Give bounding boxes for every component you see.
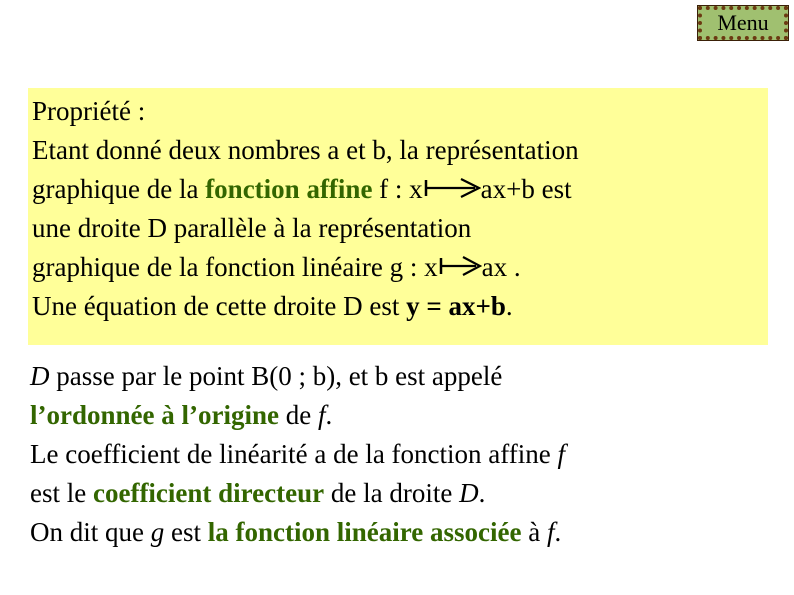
- explanation-line-1: [30, 357, 565, 396]
- explanation-line-5: [30, 513, 565, 552]
- equation-formula: y = ax+b: [406, 291, 506, 321]
- property-line-3-text-c: f : x: [372, 174, 423, 204]
- menu-button-label: Menu: [717, 10, 769, 35]
- explanation-line-4-text-a: est le: [30, 478, 93, 508]
- keyword-ordonnee-origine: l’ordonnée à l’origine: [30, 400, 279, 430]
- function-f-name: f: [317, 400, 326, 430]
- property-line-3: [32, 170, 768, 209]
- keyword-fonction-affine: fonction affine: [205, 174, 373, 204]
- property-line-6: [32, 287, 768, 326]
- keyword-coefficient-directeur: coefficient directeur: [92, 478, 325, 508]
- property-line-3-text-d: ax+b est: [480, 174, 572, 204]
- explanation-line-3-text: Le coefficient de linéarité a de la fonction affine: [30, 439, 558, 469]
- explanation-line-3: [30, 435, 565, 474]
- explanation-line-5-text-e: à: [521, 517, 547, 547]
- property-line-5-text-a: graphique de la fonction linéaire g : x: [32, 252, 438, 282]
- explanation-line-5-period: .: [554, 517, 562, 547]
- maps-to-arrow-icon: [423, 176, 481, 200]
- line-d-name: D: [30, 361, 50, 391]
- function-g-name: g: [150, 517, 165, 547]
- explanation-line-5-text-a: On dit que: [30, 517, 151, 547]
- line-d-name: D: [459, 478, 479, 508]
- menu-button[interactable]: [698, 6, 788, 40]
- explanation-line-2-period: .: [325, 400, 333, 430]
- explanation-text: [30, 357, 565, 552]
- maps-to-arrow-icon: [438, 254, 482, 278]
- explanation-line-4: [30, 474, 565, 513]
- property-line-6-text-a: Une équation de cette droite D est: [32, 291, 407, 321]
- explanation-line-5-text-c: est: [164, 517, 208, 547]
- explanation-line-1-text: passe par le point B(0 ; b), et b est appelé: [49, 361, 503, 391]
- explanation-line-4-text-c: de la droite: [324, 478, 460, 508]
- explanation-line-4-period: .: [478, 478, 486, 508]
- function-f-name: f: [557, 439, 566, 469]
- property-title: Propriété :: [32, 96, 146, 126]
- property-line-2: Etant donné deux nombres a et b, la représentation: [32, 135, 579, 165]
- property-line-3-text-a: graphique de la: [32, 174, 206, 204]
- property-line-6-text-c: .: [505, 291, 513, 321]
- property-line-5-text-b: ax .: [481, 252, 521, 282]
- explanation-line-2-text: de: [278, 400, 318, 430]
- property-line-5: [32, 248, 768, 287]
- property-box: [28, 88, 768, 345]
- explanation-line-2: [30, 396, 565, 435]
- keyword-fonction-lineaire-associee: la fonction linéaire associée: [207, 517, 522, 547]
- function-f-name: f: [546, 517, 555, 547]
- property-line-4: une droite D parallèle à la représentation: [32, 213, 472, 243]
